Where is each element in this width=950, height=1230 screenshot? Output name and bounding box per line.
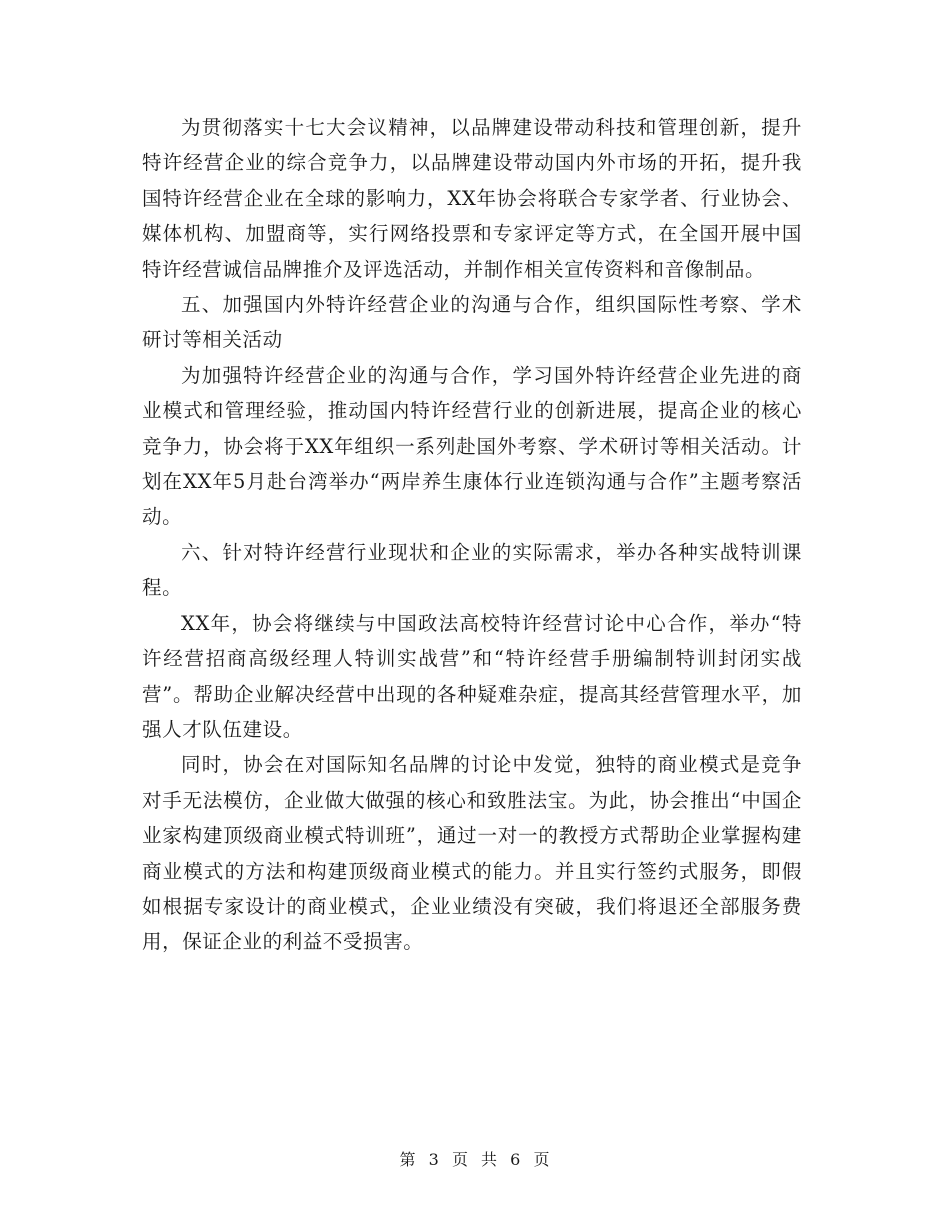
page-prefix: 第 (399, 1150, 417, 1169)
total-prefix: 共 (481, 1150, 499, 1169)
section-heading-five: 五、加强国内外特许经营企业的沟通与合作，组织国际性考察、学术研讨等相关活动 (142, 293, 802, 352)
paragraph-brand-campaign: 为贯彻落实十七大会议精神，以品牌建设带动科技和管理创新，提升特许经营企业的综合竞争力，以品牌建设带动国内外市场的开拓，提升我国特许经营企业在全球的影响力，XX年协会将联合专家学者、行业协会、媒体机构、加盟商等，实行网络投票和专家评定等方式，在全国开展中国特许经营诚信品牌推介及评选活动，并制作相关宣传资料和音像制品。 (142, 116, 802, 281)
document-body (142, 110, 802, 960)
page-footer (0, 1147, 950, 1170)
paragraph-international-cooperation: 为加强特许经营企业的沟通与合作，学习国外特许经营企业先进的商业模式和管理经验，推动国内特许经营行业的创新进展，提高企业的核心竞争力，协会将于XX年组织一系列赴国外考察、学术研讨等相关活动。计划在XX年5月赴台湾举办“两岸养生康体行业连锁沟通与合作”主题考察活动。 (142, 363, 802, 529)
paragraph-business-model-class: 同时，协会在对国际知名品牌的讨论中发觉，独特的商业模式是竞争对手无法模仿，企业做大做强的核心和致胜法宝。为此，协会推出“中国企业家构建顶级商业模式特训班”，通过一对一的教授方式帮助企业掌握构建商业模式的方法和构建顶级商业模式的能力。并且实行签约式服务，即假如根据专家设计的商业模式，企业业绩没有突破，我们将退还全部服务费用，保证企业的利益不受损害。 (142, 753, 802, 954)
page-number: 3 (428, 1150, 440, 1169)
total-unit: 页 (533, 1150, 551, 1169)
paragraph-training-camps: XX年，协会将继续与中国政法高校特许经营讨论中心合作，举办“特许经营招商高级经理人特训实战营”和“特许经营手册编制特训封闭实战营”。帮助企业解决经营中出现的各种疑难杂症，提高其经营管理水平，加强人才队伍建设。 (142, 611, 802, 741)
total-pages: 6 (510, 1150, 522, 1169)
page-unit: 页 (451, 1150, 469, 1169)
section-heading-six: 六、针对特许经营行业现状和企业的实际需求，举办各种实战特训课程。 (142, 540, 802, 600)
